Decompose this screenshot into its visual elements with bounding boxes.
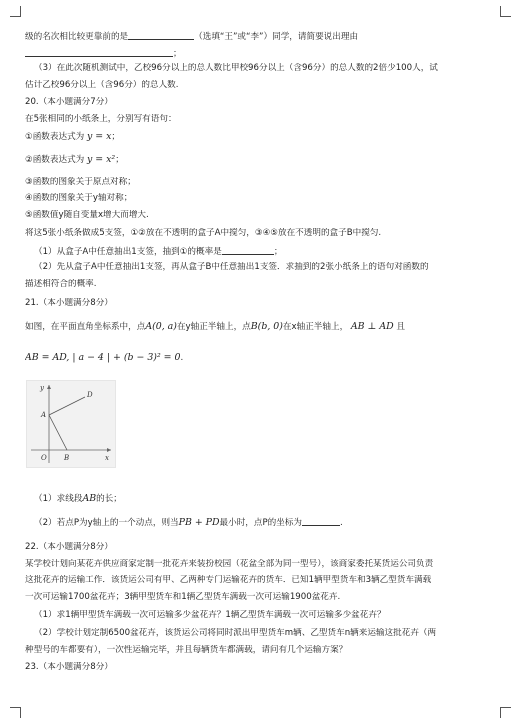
text: 且 (396, 322, 405, 332)
x-label: x (105, 454, 109, 462)
math: A(0, a) (145, 321, 177, 332)
question-header: 22.（本小题满分8分） (25, 542, 113, 552)
segment-ab (49, 415, 67, 450)
question-header: 21.（本小题满分8分） (25, 298, 113, 308)
text: （1）从盒子A中任意抽出1支签，抽到①的概率是 (34, 247, 222, 257)
text-line: ④函数的图象关于y轴对称； (25, 193, 133, 203)
text-line: ⑤函数值y随自变量x增大而增大. (25, 210, 149, 220)
text: . (340, 518, 343, 528)
text-line (25, 30, 493, 43)
text-line: ③函数的图象关于原点对称； (25, 177, 136, 187)
crop-mark-bottom-right (500, 707, 511, 718)
crop-mark-top-right (500, 6, 511, 17)
math: PB + PD (178, 517, 220, 528)
math: AB ⊥ AD (350, 321, 394, 332)
text-line (34, 516, 493, 529)
coordinate-figure (26, 380, 116, 468)
y-axis-arrow (47, 385, 51, 389)
text-line: 在5张相同的小纸条上，分别写有语句： (25, 114, 177, 124)
text: ①函数表达式为 (25, 132, 85, 142)
point-d-label: D (87, 391, 93, 399)
text-line: 一次可运输1700盆花卉；3辆甲型货车和1辆乙型货车满载一次可运输1900盆花卉. (25, 592, 341, 602)
text: 级的名次相比较更靠前的是 (25, 32, 129, 42)
text-line: （1）求1辆甲型货车满载一次可运输多少盆花卉？1辆乙型货车满载一次可运输多少盆花卉？ (34, 610, 386, 620)
answer-blank (128, 30, 194, 40)
answer-blank (222, 245, 274, 255)
text-line (34, 245, 493, 258)
text-line: （3）在此次随机测试中，乙校96分以上的总人数比甲校96分以上（含96分）的总人数的2倍少100人，试 (34, 63, 438, 73)
math: B(b, 0) (250, 321, 283, 332)
text-line: 估计乙校96分以上（含96分）的总人数. (25, 80, 179, 90)
x-axis-arrow (107, 448, 111, 452)
math: y = x² (87, 154, 116, 165)
text-line (34, 493, 493, 505)
text-line: 描述相符合的概率. (25, 279, 97, 289)
text-line (25, 47, 493, 60)
text: 的长； (96, 494, 122, 504)
text: ②函数表达式为 (25, 155, 85, 165)
question-header: 23.（本小题满分8分） (25, 662, 113, 672)
answer-blank (302, 516, 340, 526)
math: y = x (87, 131, 112, 142)
text: . (180, 353, 184, 363)
point-b-label: B (64, 454, 70, 462)
text: 最小时，点P的坐标为 (219, 518, 303, 528)
text-line (25, 154, 493, 166)
origin-label: O (41, 454, 47, 462)
text: ； (273, 247, 283, 257)
text-line: 这批花卉的运输工作．该货运公司有甲、乙两种专门运输花卉的货车．已知1辆甲型货车和3辆乙型货车满载 (25, 575, 432, 585)
text: 如图，在平面直角坐标系中，点 (25, 322, 146, 332)
text-line: 将这5张小纸条做成5支签，①②放在不透明的盒子A中搅匀，③④⑤放在不透明的盒子B中搅匀. (25, 228, 382, 238)
text: ； (111, 132, 121, 142)
figure-svg (27, 381, 115, 467)
text: ； (173, 49, 182, 59)
text-line: 种型号的车都要有），一次性运输完毕，并且每辆货车都满载，请问有几个运输方案？ (25, 645, 348, 655)
answer-blank (25, 47, 173, 57)
text: （1）求线段 (34, 494, 83, 504)
y-label: y (40, 384, 44, 392)
text-line (25, 131, 493, 143)
text: （2）若点P为y轴上的一个动点，则当 (34, 518, 179, 528)
text-line (25, 352, 493, 364)
segment-ad (49, 397, 85, 415)
math: AB (82, 493, 97, 504)
crop-mark-top-left (10, 6, 21, 17)
text: 在x轴正半轴上， (282, 322, 349, 332)
text-line: 某学校计划向某花卉供应商家定制一批花卉来装扮校园（花盆全部为同一型号），该商家委托某货运公司负责 (25, 559, 434, 569)
text-line: （2）先从盒子A中任意抽出1支签，再从盒子B中任意抽出1支签．求抽到的2张小纸条上的语句对函数的 (34, 262, 429, 272)
text: 在y轴正半轴上，点 (176, 322, 251, 332)
text-line (25, 321, 493, 333)
text: ； (115, 155, 124, 165)
text-line: （2）学校计划定制6500盆花卉，该货运公司将同时派出甲型货车m辆、乙型货车n辆来运输这批花卉（两 (34, 628, 437, 638)
crop-mark-bottom-left (10, 707, 21, 718)
math: AB = AD, | a − 4 | + (b − 3)² = 0 (25, 352, 181, 363)
point-a-label: A (41, 411, 47, 419)
text: （选填“王”或“李”）同学，请简要说出理由 (194, 32, 359, 42)
question-header: 20.（本小题满分7分） (25, 97, 113, 107)
